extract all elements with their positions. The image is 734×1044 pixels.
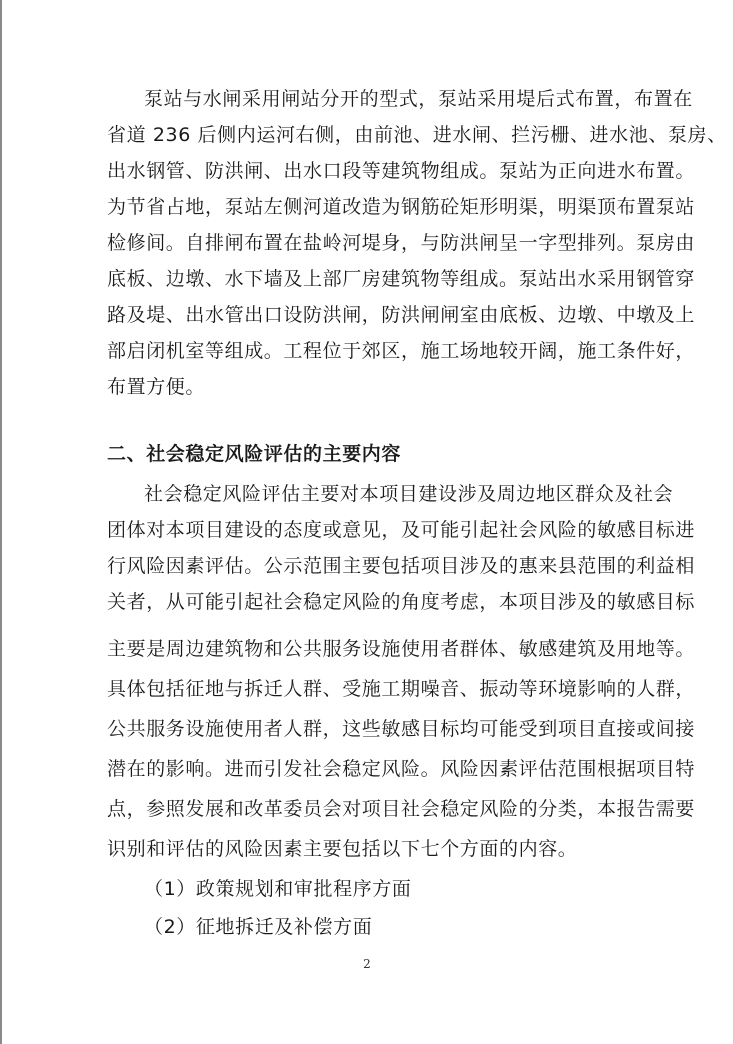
section-heading: 二、社会稳定风险评估的主要内容 bbox=[107, 443, 402, 465]
paragraph-line: 为节省占地，泵站左侧河道改造为钢筋砼矩形明渠，明渠顶布置泵站 bbox=[107, 196, 696, 218]
paragraph-line: 路及堤、出水管出口设防洪闸，防洪闸闸室由底板、边墩、中墩及上 bbox=[107, 304, 696, 326]
list-item: （1）政策规划和审批程序方面 bbox=[144, 878, 412, 900]
paragraph-line: 潜在的影响。进而引发社会稳定风险。风险因素评估范围根据项目特 bbox=[107, 758, 696, 780]
paragraph-line: 公共服务设施使用者人群，这些敏感目标均可能受到项目直接或间接 bbox=[107, 718, 696, 740]
paragraph-line: 关者，从可能引起社会稳定风险的角度考虑，本项目涉及的敏感目标 bbox=[107, 591, 696, 613]
paragraph-line: 识别和评估的风险因素主要包括以下七个方面的内容。 bbox=[107, 838, 578, 860]
paragraph-line: 布置方便。 bbox=[107, 376, 206, 398]
paragraph-line: 检修间。自排闸布置在盐岭河堤身，与防洪闸呈一字型排列。泵房由 bbox=[107, 232, 696, 254]
paragraph-line: 点，参照发展和改革委员会对项目社会稳定风险的分类，本报告需要 bbox=[107, 798, 696, 820]
paragraph-line: 省道 236 后侧内运河右侧，由前池、进水闸、拦污栅、进水池、泵房、 bbox=[107, 124, 727, 146]
paragraph-line: 行风险因素评估。公示范围主要包括项目涉及的惠来县范围的利益相 bbox=[107, 555, 696, 577]
paragraph-line: 出水钢管、防洪闸、出水口段等建筑物组成。泵站为正向进水布置。 bbox=[107, 160, 696, 182]
page-number: 2 bbox=[363, 957, 371, 971]
list-item: （2）征地拆迁及补偿方面 bbox=[144, 916, 373, 938]
paragraph-line: 主要是周边建筑物和公共服务设施使用者群体、敏感建筑及用地等。 bbox=[107, 638, 696, 660]
paragraph-line: 具体包括征地与拆迁人群、受施工期噪音、振动等环境影响的人群， bbox=[107, 678, 696, 700]
paragraph-line: 团体对本项目建设的态度或意见，及可能引起社会风险的敏感目标进 bbox=[107, 519, 696, 541]
paragraph-line: 社会稳定风险评估主要对本项目建设涉及周边地区群众及社会 bbox=[144, 483, 674, 505]
paragraph-line: 底板、边墩、水下墙及上部厂房建筑物等组成。泵站出水采用钢管穿 bbox=[107, 268, 696, 290]
paragraph-line: 部启闭机室等组成。工程位于郊区，施工场地较开阔，施工条件好， bbox=[107, 340, 696, 362]
paragraph-line: 泵站与水闸采用闸站分开的型式，泵站采用堤后式布置，布置在 bbox=[144, 88, 693, 110]
page-left-edge bbox=[0, 0, 2, 1044]
